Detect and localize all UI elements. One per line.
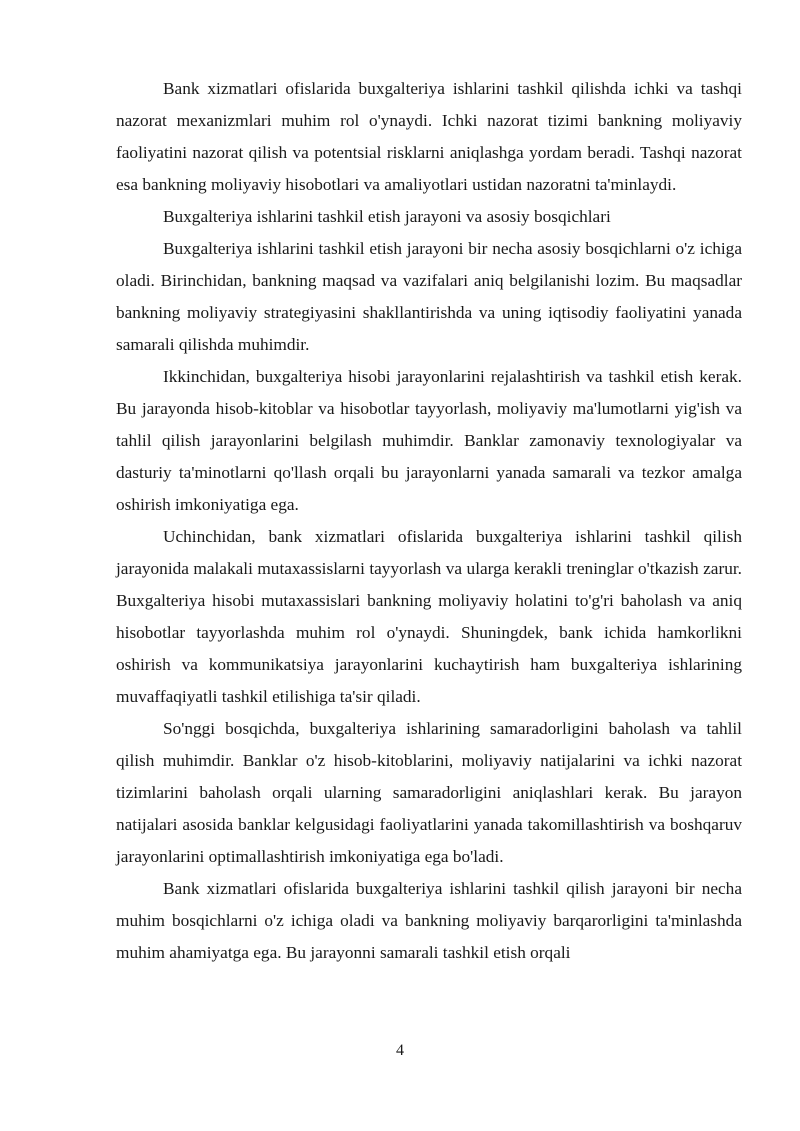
page-body bbox=[116, 73, 742, 969]
page-number: 4 bbox=[396, 1042, 404, 1059]
paragraph-third-stage: Uchinchidan, bank xizmatlari ofislarida buxgalteriya ishlarini tashkil qilish jarayonida malakali mutaxassislarni tayyorlash va ularga kerakli treninglar o'tkazish zarur. Buxgalteriya hisobi mutaxassislari bankning moliyaviy holatini to'g'ri baholash va aniq hisobotlar tayyorlashda muhim rol o'ynaydi. Shuningdek, bank ichida hamkorlikni oshirish va kommunikatsiya jarayonlarini kuchaytirish ham buxgalteriya ishlarining muvaffaqiyatli tashkil etilishiga ta'sir qiladi. bbox=[116, 527, 742, 706]
paragraph-second-stage: Ikkinchidan, buxgalteriya hisobi jarayonlarini rejalashtirish va tashkil etish kerak. Bu jarayonda hisob-kitoblar va hisobotlar tayyorlash, moliyaviy ma'lumotlarni yig'ish va tahlil qilish jarayonlarini belgilash muhimdir. Banklar zamonaviy texnologiyalar va dasturiy ta'minotlarni qo'llash orqali bu jarayonlarni yanada samarali va tezkor amalga oshirish imkoniyatiga ega. bbox=[116, 367, 742, 514]
paragraph-final-stage: So'nggi bosqichda, buxgalteriya ishlarining samaradorligini baholash va tahlil qilish muhimdir. Banklar o'z hisob-kitoblarini, moliyaviy natijalarini va ichki nazorat tizimlarini baholash orqali ularning samaradorligini aniqlashlari kerak. Bu jarayon natijalari asosida banklar kelgusidagi faoliyatlarini yanada takomillashtirish va boshqaruv jarayonlarini optimallashtirish imkoniyatiga ega bo'ladi. bbox=[116, 719, 742, 866]
paragraph-first-stage: Buxgalteriya ishlarini tashkil etish jarayoni bir necha asosiy bosqichlarni o'z ichiga oladi. Birinchidan, bankning maqsad va vazifalari aniq belgilanishi lozim. Bu maqsadlar bankning moliyaviy strategiyasini shakllantirishda va uning iqtisodiy faoliyatini yanada samarali qilishda muhimdir. bbox=[116, 239, 742, 354]
paragraph-conclusion: Bank xizmatlari ofislarida buxgalteriya ishlarini tashkil qilish jarayoni bir necha muhim bosqichlarni o'z ichiga oladi va bankning moliyaviy barqarorligini ta'minlashda muhim ahamiyatga ega. Bu jarayonni samarali tashkil etish orqali bbox=[116, 879, 742, 962]
paragraph-intro-control: Bank xizmatlari ofislarida buxgalteriya ishlarini tashkil qilishda ichki va tashqi nazorat mexanizmlari muhim rol o'ynaydi. Ichki nazorat tizimi bankning moliyaviy faoliyatini nazorat qilish va potentsial risklarni aniqlashga yordam beradi. Tashqi nazorat esa bankning moliyaviy hisobotlari va amaliyotlari ustidan nazoratni ta'minlaydi. bbox=[116, 79, 742, 194]
section-heading: Buxgalteriya ishlarini tashkil etish jarayoni va asosiy bosqichlari bbox=[163, 207, 611, 226]
